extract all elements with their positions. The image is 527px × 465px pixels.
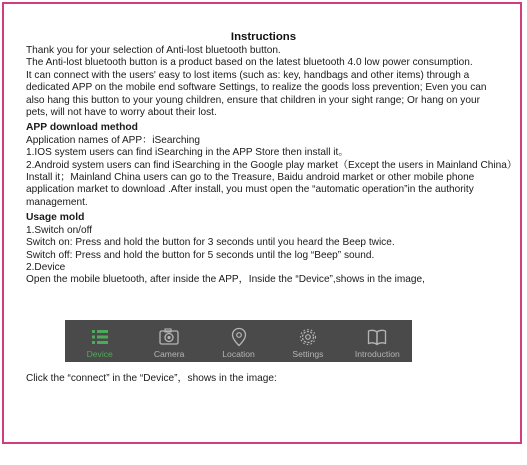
tab-introduction[interactable] <box>343 320 412 362</box>
gear-icon <box>297 327 319 347</box>
tab-device[interactable] <box>65 320 134 362</box>
tab-location[interactable] <box>204 320 273 362</box>
app-download-line: 1.IOS system users can find iSearching in the APP Store then install it。 <box>26 147 349 159</box>
tab-camera[interactable] <box>134 320 203 362</box>
app-tab-bar <box>65 320 412 362</box>
usage-line: Open the mobile bluetooth, after inside the APP，Inside the “Device”,shows in the image, <box>26 274 425 286</box>
usage-heading: Usage mold <box>26 212 85 224</box>
usage-line: Switch on: Press and hold the button for 3 seconds until you heard the Beep twice. <box>26 237 395 249</box>
app-download-line: Application names of APP：iSearching <box>26 134 200 146</box>
app-download-line: 2.Android system users can find iSearching in the Google play market（Except the users in Mainland China） <box>26 159 517 171</box>
page-title: Instructions <box>230 31 297 43</box>
camera-icon <box>158 327 180 347</box>
tab-label: Settings <box>292 349 324 359</box>
tab-label: Introduction <box>354 349 400 359</box>
intro-line: pets, will not have to worry about their lost. <box>26 107 217 119</box>
app-download-line: Install it；Mainland China users can go to the Treasure, Baidu android market or other mobile phone <box>26 172 475 184</box>
tab-label: Device <box>86 349 113 359</box>
intro-line: dedicated APP on the mobile end software Settings, to realize the goods loss prevention; Even you can <box>26 82 487 94</box>
usage-line: Switch off: Press and hold the button for 5 seconds until the log “Beep” sound. <box>26 249 375 261</box>
tab-settings[interactable] <box>273 320 342 362</box>
location-pin-icon <box>228 327 250 347</box>
connect-instruction: Click the “connect” in the “Device”，shows in the image: <box>26 373 277 384</box>
instructions-body <box>26 45 517 287</box>
intro-line: It can connect with the users' easy to lost items (such as: key, handbags and other items) through a <box>26 69 470 81</box>
intro-line: also hang this button to your young children, ensure that children in your sight range; Or hang on your <box>26 94 480 106</box>
usage-line: 1.Switch on/off <box>26 224 93 236</box>
list-icon <box>89 327 111 347</box>
tab-label: Location <box>222 349 255 359</box>
tab-label: Camera <box>153 349 185 359</box>
app-download-line: management. <box>26 196 88 208</box>
book-icon <box>366 327 388 347</box>
intro-line: The Anti-lost bluetooth button is a product based on the latest bluetooth 4.0 low power consumption. <box>26 57 473 69</box>
usage-line: 2.Device <box>26 261 66 273</box>
intro-line: Thank you for your selection of Anti-lost bluetooth button. <box>26 45 281 56</box>
app-download-line: application market to download .After install, you must open the “automatic operation”in the authority <box>26 184 474 196</box>
app-download-heading: APP download method <box>26 122 138 134</box>
